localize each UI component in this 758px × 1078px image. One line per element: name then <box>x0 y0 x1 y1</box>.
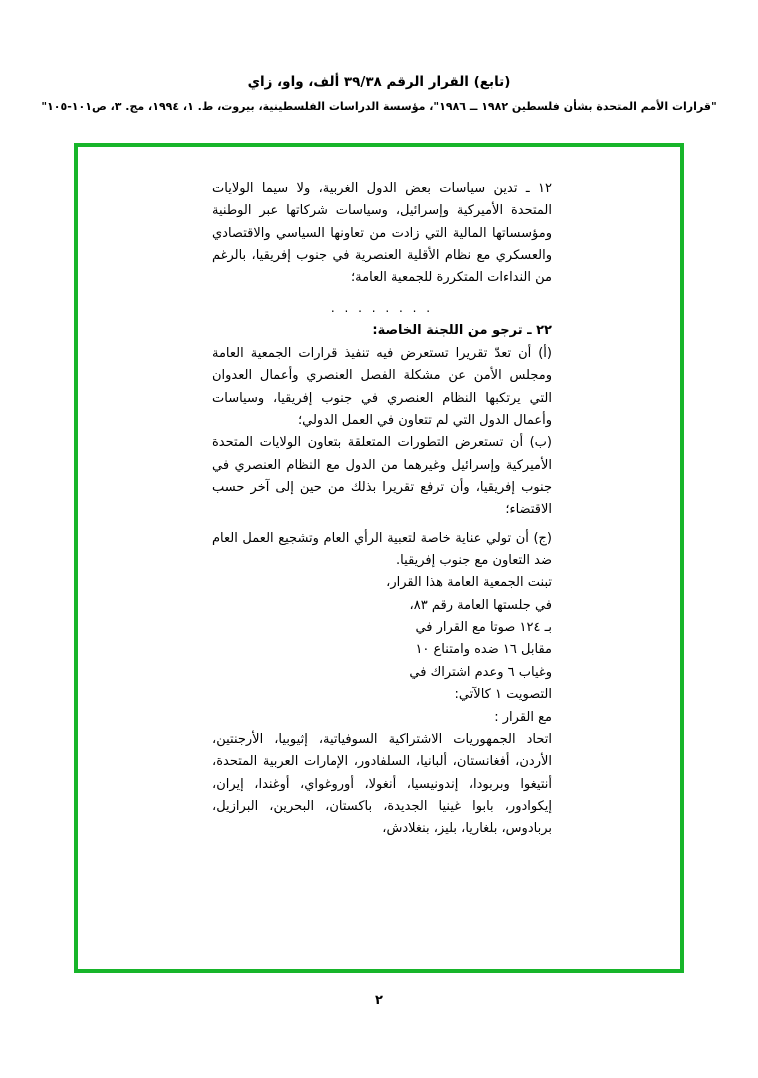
page-number: ٢ <box>375 993 383 1008</box>
adoption-details <box>212 572 552 706</box>
document-source-citation: "قرارات الأمم المتحدة بشأن فلسطين ١٩٨٢ ــ ١٩٨٦"، مؤسسة الدراسات الفلسطينية، بيروت، ط. ١، ١٩٩٤، مج. ٣، ص١٠١-١٠٥" <box>41 100 717 114</box>
paragraph-item-22-heading: ٢٢ ـ ترجو من اللجنة الخاصة: <box>372 323 552 339</box>
vote-countries-list: اتحاد الجمهوريات الاشتراكية السوفياتية، إثيوبيا، الأرجنتين، الأردن، أفغانستان، ألبانيا، السلفادور، الإمارات العربية المتحدة، أنتيغوا وبربودا، إندونيسيا، أنغولا، أوروغواي، أوغندا، إيران، إيكوادور، بابوا غينيا الجديدة، باكستان، البحرين، البرازيل، بربادوس، بلغاريا، بليز، بنغلادش، <box>212 731 552 837</box>
paragraph-item-22-a: (أ) أن تعدّ تقريرا تستعرض فيه تنفيذ قرارات الجمعية العامة ومجلس الأمن عن مشكلة الفصل العنصري وأعمال العدوان التي يرتكبها النظام العنصري في جنوب إفريقيا، وسياسات وأعمال الدول التي لم تتعاون في العمل الدولي؛ <box>212 345 552 428</box>
paragraph-item-22-b: (ب) أن تستعرض التطورات المتعلقة بتعاون الولايات المتحدة الأميركية وإسرائيل وغيرهما من الدول مع النظام العنصري في جنوب إفريقيا، وأن ترفع تقريرا بذلك من حين إلى آخر حسب الاقتضاء؛ <box>212 435 552 518</box>
adoption-line-6: التصويت ١ كالآتي: <box>454 687 552 703</box>
dots-separator: . . . . . . . . <box>330 300 434 315</box>
page-title: (تابع) القرار الرقم ٣٩/٣٨ ألف، واو، زاي <box>247 74 511 90</box>
document-header <box>0 72 758 116</box>
adoption-line-1: تبنت الجمعية العامة هذا القرار، <box>386 575 552 591</box>
document-body <box>212 178 552 841</box>
vote-in-favor-label <box>212 707 552 729</box>
vote-label-text: مع القرار : <box>494 709 552 725</box>
paragraph-item-22-c: (ج) أن تولي عناية خاصة لتعبية الرأي العام وتشجيع العمل العام ضد التعاون مع جنوب إفريقيا. <box>212 530 552 569</box>
adoption-line-5: وغياب ٦ وعدم اشتراك في <box>409 664 552 680</box>
paragraph-item-12: ١٢ ـ تدين سياسات بعض الدول الغربية، ولا سيما الولايات المتحدة الأميركية وإسرائيل، وسياسات شركاتها عبر الوطنية ومؤسساتها المالية التي زادت من تعاونها السياسي والاقتصادي والعسكري مع نظام الأقلية العنصرية في جنوب إفريقيا، بالرغم من النداءات المتكررة للجمعية العامة؛ <box>212 181 552 286</box>
adoption-line-3: بـ ١٢٤ صوتا مع القرار في <box>415 620 552 636</box>
adoption-line-4: مقابل ١٦ ضده وامتناع ١٠ <box>415 642 552 658</box>
adoption-line-2: في جلستها العامة رقم ٨٣، <box>409 597 552 613</box>
